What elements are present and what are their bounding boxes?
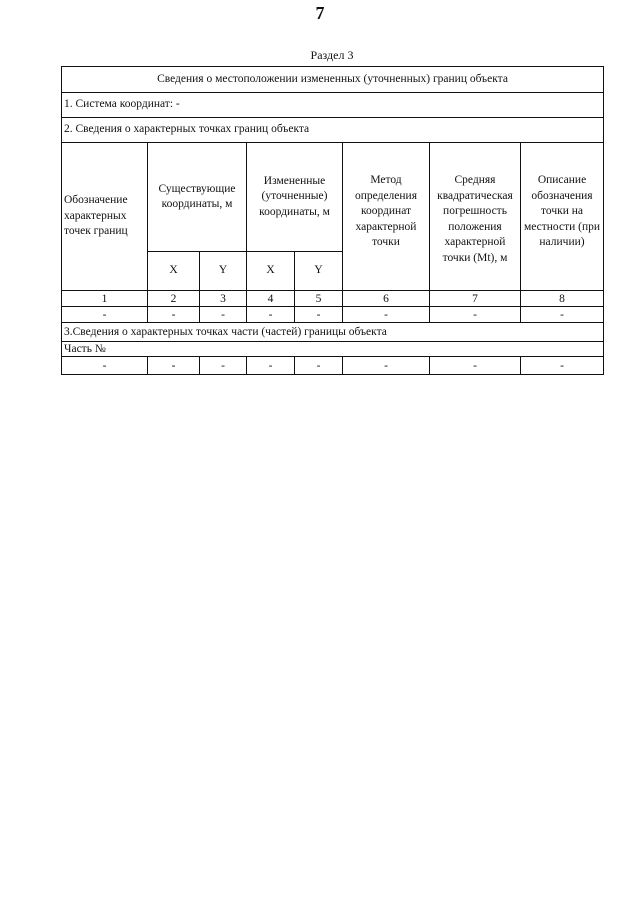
- table-cell: -: [247, 357, 295, 375]
- header-changed-coords: Измененные (уточненные) координаты, м: [247, 143, 343, 252]
- table-cell: -: [430, 307, 521, 323]
- table-cell: -: [521, 357, 604, 375]
- header-description: Описание обозначения точки на местности (при наличии): [521, 143, 604, 291]
- table-cell: -: [200, 307, 247, 323]
- header-existing-coords: Существующие координаты, м: [148, 143, 247, 252]
- column-number: 2: [148, 291, 200, 307]
- table-cell: -: [430, 357, 521, 375]
- table-cell: -: [148, 357, 200, 375]
- header-x-existing: X: [148, 252, 200, 291]
- column-number: 1: [62, 291, 148, 307]
- table-cell: -: [62, 307, 148, 323]
- column-number: 8: [521, 291, 604, 307]
- table-cell: -: [148, 307, 200, 323]
- table-cell: -: [247, 307, 295, 323]
- header-point-designation: Обозначение характерных точек границ: [62, 143, 148, 291]
- coordinate-system: 1. Система координат: -: [62, 93, 604, 118]
- part-label: Часть №: [62, 342, 604, 357]
- column-number: 5: [295, 291, 343, 307]
- boundary-points-table: [61, 66, 604, 375]
- section2-title: 2. Сведения о характерных точках границ объекта: [62, 118, 604, 143]
- column-number: 3: [200, 291, 247, 307]
- column-numbers-row: [62, 291, 604, 307]
- column-number: 7: [430, 291, 521, 307]
- header-x-changed: X: [247, 252, 295, 291]
- column-number: 6: [343, 291, 430, 307]
- table-cell: -: [200, 357, 247, 375]
- section3-title: 3.Сведения о характерных точках части (частей) границы объекта: [62, 323, 604, 342]
- table-row: [62, 357, 604, 375]
- page-number: 7: [315, 3, 325, 23]
- header-method: Метод определения координат характерной точки: [343, 143, 430, 291]
- table-cell: -: [343, 357, 430, 375]
- table-row: [62, 307, 604, 323]
- column-number: 4: [247, 291, 295, 307]
- table-title: Сведения о местоположении измененных (уточненных) границ объекта: [62, 67, 604, 93]
- header-y-changed: Y: [295, 252, 343, 291]
- table-cell: -: [343, 307, 430, 323]
- header-y-existing: Y: [200, 252, 247, 291]
- table-cell: -: [62, 357, 148, 375]
- header-mean-error: Средняя квадратическая погрешность положения характерной точки (Mt), м: [430, 143, 521, 291]
- table-cell: -: [521, 307, 604, 323]
- section-label: Раздел 3: [310, 48, 354, 62]
- table-cell: -: [295, 307, 343, 323]
- table-cell: -: [295, 357, 343, 375]
